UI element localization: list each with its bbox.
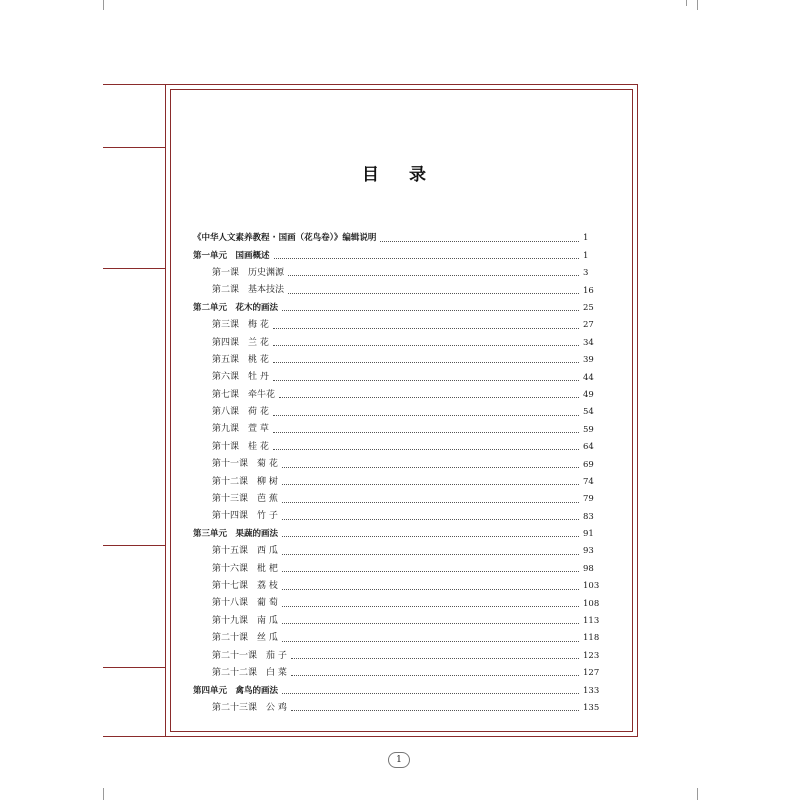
toc-lesson-entry[interactable] — [193, 317, 599, 334]
toc-lesson-entry[interactable] — [193, 700, 599, 717]
dot-leader — [282, 622, 579, 624]
toc-lesson-entry[interactable] — [193, 387, 599, 404]
dot-leader — [282, 605, 579, 607]
toc-entry-label: 第十四课 竹 子 — [212, 511, 278, 522]
dot-leader — [273, 379, 579, 381]
toc-entry-page: 74 — [583, 476, 594, 487]
toc-intro-entry[interactable] — [193, 230, 599, 247]
dot-leader — [282, 553, 579, 555]
toc-entry-label: 第六课 牡 丹 — [212, 372, 269, 383]
dot-leader — [282, 501, 579, 503]
toc-entry-label: 第二十一课 茄 子 — [212, 650, 287, 661]
toc-lesson-entry[interactable] — [193, 630, 599, 647]
toc-entry-label: 第十二课 柳 树 — [212, 476, 278, 487]
toc-unit-entry[interactable] — [193, 682, 599, 699]
toc-lesson-entry[interactable] — [193, 456, 599, 473]
toc-entry-label: 第一课 历史渊源 — [212, 267, 285, 278]
toc-entry-page: 98 — [583, 563, 594, 574]
dot-leader — [282, 640, 579, 642]
toc-lesson-entry[interactable] — [193, 369, 599, 386]
dot-leader — [288, 292, 579, 294]
toc-entry-label: 第二课 基本技法 — [212, 285, 285, 296]
toc-entry-page: 64 — [583, 442, 594, 453]
toc-lesson-entry[interactable] — [193, 595, 599, 612]
toc-entry-page: 123 — [583, 650, 600, 661]
toc-entry-page: 3 — [583, 268, 589, 279]
page-number: 1 — [388, 752, 410, 768]
toc-entry-label: 第十五课 西 瓜 — [212, 546, 278, 557]
toc-entry-label: 《中华人文素养教程 · 国画（花鸟卷）》编辑说明 — [193, 233, 377, 244]
toc-lesson-entry[interactable] — [193, 613, 599, 630]
toc-entry-label: 第十九课 南 瓜 — [212, 615, 278, 626]
toc-entry-page: 69 — [583, 459, 594, 470]
toc-entry-page: 49 — [583, 389, 594, 400]
decorative-rule — [103, 545, 165, 546]
toc-lesson-entry[interactable] — [193, 404, 599, 421]
dot-leader — [273, 361, 579, 363]
toc-lesson-entry[interactable] — [193, 334, 599, 351]
toc-lesson-entry[interactable] — [193, 491, 599, 508]
toc-lesson-entry[interactable] — [193, 508, 599, 525]
dot-leader — [273, 327, 579, 329]
dot-leader — [291, 709, 579, 711]
toc-entry-page: 59 — [583, 424, 594, 435]
toc-lesson-entry[interactable] — [193, 543, 599, 560]
toc-entry-page: 113 — [583, 616, 600, 627]
decorative-rule — [103, 84, 165, 85]
crop-mark-top-right-h — [686, 0, 687, 6]
toc-entry-label: 第三课 梅 花 — [212, 320, 269, 331]
crop-mark-top-left — [103, 0, 104, 10]
toc-entry-page: 44 — [583, 372, 594, 383]
toc-lesson-entry[interactable] — [193, 473, 599, 490]
toc-entry-page: 1 — [583, 250, 589, 261]
dot-leader — [288, 274, 579, 276]
dot-leader — [282, 588, 579, 590]
toc-lesson-entry[interactable] — [193, 352, 599, 369]
toc-entry-label: 第五课 桃 花 — [212, 354, 269, 365]
dot-leader — [274, 257, 579, 259]
toc-entry-label: 第十课 桂 花 — [212, 441, 269, 452]
page-title: 目 录 — [362, 165, 438, 185]
dot-leader — [282, 309, 579, 311]
toc-entry-label: 第十八课 葡 萄 — [212, 598, 278, 609]
toc-entry-page: 108 — [583, 598, 600, 609]
toc-entry-label: 第一单元 国画概述 — [193, 250, 270, 261]
toc-entry-page: 127 — [583, 668, 600, 679]
dot-leader — [279, 396, 579, 398]
toc-entry-page: 27 — [583, 320, 594, 331]
dot-leader — [282, 466, 579, 468]
dot-leader — [273, 431, 579, 433]
table-of-contents — [193, 230, 599, 717]
decorative-rule — [103, 268, 165, 269]
toc-entry-page: 25 — [583, 303, 594, 313]
toc-entry-label: 第四单元 禽鸟的画法 — [193, 685, 279, 696]
toc-entry-page: 79 — [583, 494, 594, 505]
dot-leader — [282, 535, 579, 537]
dot-leader — [380, 240, 579, 242]
toc-entry-page: 135 — [583, 702, 600, 713]
toc-lesson-entry[interactable] — [193, 560, 599, 577]
toc-entry-label: 第二单元 花木的画法 — [193, 303, 279, 313]
toc-entry-label: 第十三课 芭 蕉 — [212, 494, 278, 505]
crop-mark-bottom-right — [697, 788, 698, 800]
toc-lesson-entry[interactable] — [193, 265, 599, 282]
dot-leader — [282, 483, 579, 485]
crop-mark-bottom-left — [103, 788, 104, 800]
toc-entry-page: 1 — [583, 233, 589, 244]
toc-entry-page: 91 — [583, 529, 594, 540]
toc-unit-entry[interactable] — [193, 526, 599, 543]
dot-leader — [273, 448, 579, 450]
toc-entry-label: 第七课 牵牛花 — [212, 389, 276, 400]
toc-entry-label: 第二十二课 白 菜 — [212, 667, 287, 678]
crop-mark-top-right — [697, 0, 698, 10]
dot-leader — [291, 674, 579, 676]
decorative-rule — [103, 736, 165, 737]
toc-entry-page: 83 — [583, 511, 594, 522]
toc-entry-page: 16 — [583, 285, 594, 296]
toc-lesson-entry[interactable] — [193, 282, 599, 299]
toc-lesson-entry[interactable] — [193, 439, 599, 456]
toc-entry-label: 第九课 萱 草 — [212, 424, 269, 435]
toc-unit-entry[interactable] — [193, 247, 599, 264]
toc-entry-label: 第十一课 菊 花 — [212, 459, 278, 470]
toc-entry-page: 118 — [583, 633, 600, 644]
toc-entry-page: 103 — [583, 581, 600, 592]
toc-entry-page: 34 — [583, 337, 594, 348]
toc-entry-label: 第三单元 果蔬的画法 — [193, 529, 279, 540]
toc-entry-page: 133 — [583, 685, 600, 696]
toc-entry-page: 93 — [583, 546, 594, 557]
toc-entry-page: 54 — [583, 407, 594, 418]
toc-lesson-entry[interactable] — [193, 647, 599, 664]
decorative-rule — [103, 667, 165, 668]
toc-lesson-entry[interactable] — [193, 421, 599, 438]
dot-leader — [273, 414, 579, 416]
dot-leader — [291, 657, 579, 659]
toc-lesson-entry[interactable] — [193, 665, 599, 682]
toc-entry-page: 39 — [583, 355, 594, 366]
toc-lesson-entry[interactable] — [193, 578, 599, 595]
toc-unit-entry[interactable] — [193, 300, 599, 317]
toc-entry-label: 第十七课 荔 枝 — [212, 581, 278, 591]
dot-leader — [282, 518, 579, 520]
toc-entry-label: 第二十三课 公 鸡 — [212, 702, 287, 713]
dot-leader — [273, 344, 579, 346]
dot-leader — [282, 692, 579, 694]
toc-entry-label: 第二十课 丝 瓜 — [212, 633, 278, 644]
toc-entry-label: 第十六课 枇 杷 — [212, 563, 278, 574]
decorative-rule — [103, 147, 165, 148]
toc-entry-label: 第八课 荷 花 — [212, 407, 269, 418]
toc-entry-label: 第四课 兰 花 — [212, 337, 269, 348]
dot-leader — [282, 570, 579, 572]
